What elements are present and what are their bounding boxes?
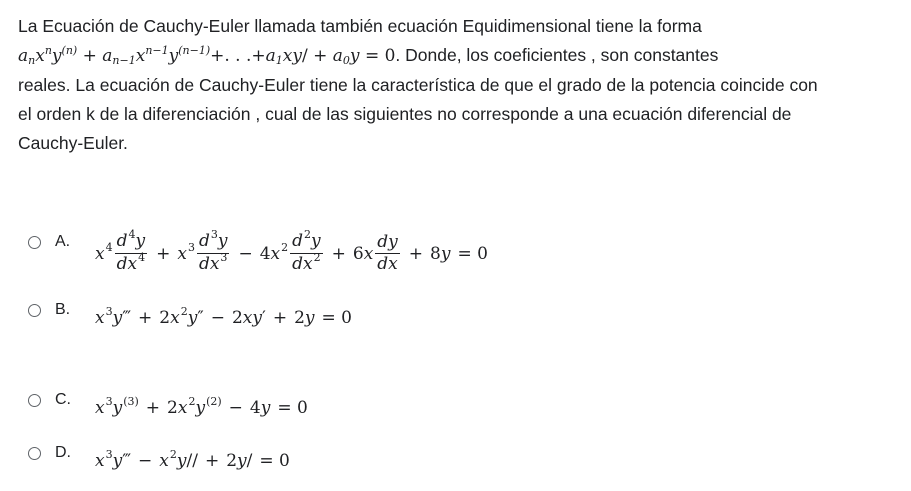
radio-button-c[interactable] [28, 394, 41, 407]
option-b-letter: B. [55, 301, 71, 318]
question-text [18, 12, 898, 158]
radio-button-b[interactable] [28, 304, 41, 317]
option-c-letter: C. [55, 391, 71, 408]
radio-button-d[interactable] [28, 447, 41, 460]
option-d[interactable] [28, 443, 297, 471]
option-a-letter: A. [55, 233, 71, 250]
option-c-equation: $x^3y^{(3)}$ + $2x^2y^{(2)}$ − 4y = 0 [95, 395, 308, 418]
option-b-equation: $x^3y‴$ + $2x^2y''$ − 2xy′ + 2y = 0 [95, 305, 352, 328]
question-line-2-suffix: . Donde, los coeficientes , son constantes [395, 45, 719, 65]
option-b[interactable] [28, 300, 359, 328]
option-a[interactable] [28, 228, 495, 275]
radio-button-a[interactable] [28, 236, 41, 249]
question-line-4: el orden k de la diferenciación , cual de las siguientes no corresponde a una ecuación diferencial de [18, 104, 792, 124]
question-line-1: La Ecuación de Cauchy-Euler llamada también ecuación Equidimensional tiene la forma [18, 16, 702, 36]
question-line-3: reales. La ecuación de Cauchy-Euler tiene la característica de que el grado de la potencia coincide con [18, 75, 818, 95]
option-a-equation: $x^4$ $\frac{d^4y}{dx^4}$ + $x^3$ $\frac{d^3y}{dx^3}$ − $4x^2$ $\frac{d^2y}{dx^2}$ + 6x $\frac{dy}{dx}$ + 8y = 0 [95, 228, 488, 274]
option-d-equation: $x^3y‴$ − $x^2y//$ + 2y/ = 0 [95, 448, 290, 471]
general-equation: $a_nx^ny^{(n)} + a_{n-1}x^{n-1}y^{(n-1)}+$. . $.+a_1xy/ + a_0y = 0$ [18, 44, 396, 67]
question-line-2 [18, 41, 898, 71]
question-line-5: Cauchy-Euler. [18, 133, 128, 153]
option-d-letter: D. [55, 444, 71, 461]
option-c[interactable] [28, 390, 315, 418]
